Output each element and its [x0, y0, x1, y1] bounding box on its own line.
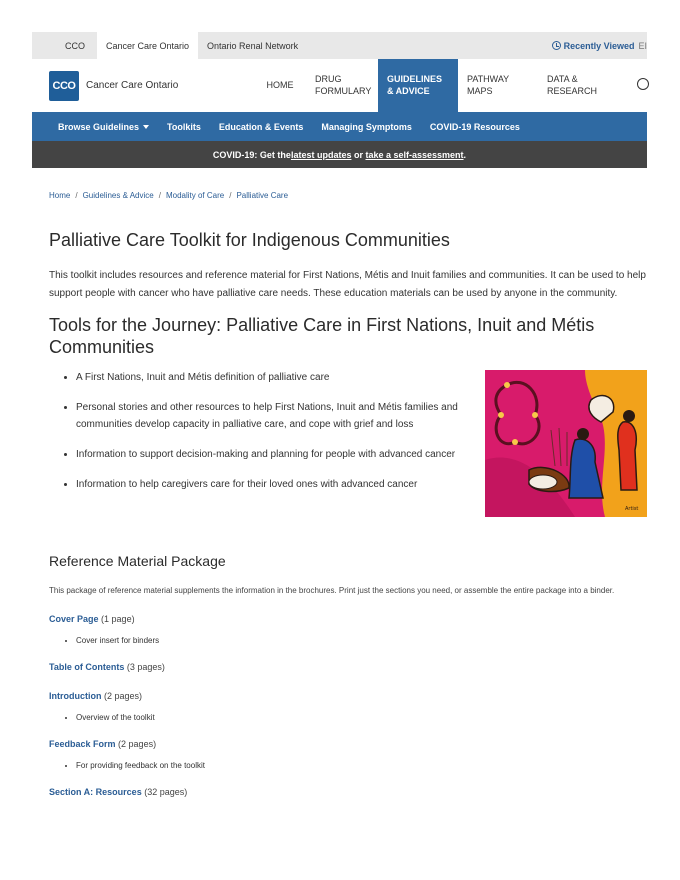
svg-text:Artist: Artist [625, 506, 639, 512]
site-logo[interactable] [32, 59, 178, 112]
table-of-contents-link[interactable]: Table of Contents [49, 662, 125, 672]
utility-link-cancer-care-ontario[interactable]: Cancer Care Ontario [97, 32, 198, 59]
covid-banner-middle: or [351, 149, 366, 160]
search-icon[interactable] [637, 78, 649, 90]
brand-name: Cancer Care Ontario [86, 80, 179, 91]
covid-self-assessment-link[interactable]: take a self-assessment [365, 149, 464, 160]
subnav-browse-guidelines-label: Browse Guidelines [58, 121, 140, 132]
page-frame [32, 32, 647, 168]
utility-link-ontario-renal-network[interactable]: Ontario Renal Network [207, 40, 299, 51]
breadcrumb-separator: / [158, 191, 161, 200]
page-count: (2 pages) [104, 691, 143, 701]
indigenous-artwork-image [485, 370, 647, 517]
package-notes [49, 712, 649, 724]
package-item [49, 785, 649, 799]
subnav-browse-guidelines[interactable] [58, 122, 149, 132]
breadcrumb-guidelines[interactable]: Guidelines & Advice [82, 191, 154, 200]
page-count: (3 pages) [126, 662, 165, 672]
page-count: (2 pages) [118, 739, 157, 749]
recently-viewed-label: Recently Viewed [563, 40, 635, 51]
cover-page-link[interactable]: Cover Page [49, 614, 99, 624]
caret-down-icon [143, 125, 149, 129]
breadcrumb-modality[interactable]: Modality of Care [165, 191, 225, 200]
list-item: • Overview of the toolkit [76, 712, 649, 724]
breadcrumb-separator: / [75, 191, 78, 200]
package-list [49, 612, 649, 799]
section-a-resources-link[interactable]: Section A: Resources [49, 787, 142, 797]
cco-logo-badge: CCO [49, 71, 79, 101]
package-item [49, 660, 649, 674]
page-count: (1 page) [101, 614, 135, 624]
nav-home[interactable]: HOME [266, 79, 294, 90]
list-item: • Information to support decision-making and planning for people with advanced cancer [76, 446, 489, 463]
feedback-form-link[interactable]: Feedback Form [49, 739, 116, 749]
nav-guidelines-advice[interactable]: GUIDELINES & ADVICE [378, 59, 458, 112]
subnav-covid-resources[interactable]: COVID-19 Resources [429, 121, 520, 132]
list-item: • A First Nations, Inuit and Métis definition of palliative care [76, 369, 489, 386]
introduction-link[interactable]: Introduction [49, 691, 102, 701]
covid-banner-prefix: COVID-19: Get the [212, 149, 291, 160]
package-notes [49, 760, 649, 772]
utility-bar [32, 32, 647, 59]
nav-pathway-maps[interactable]: PATHWAY MAPS [467, 74, 510, 96]
tools-list [49, 369, 489, 493]
page-title: Palliative Care Toolkit for Indigenous Communities [49, 230, 450, 250]
tools-section [49, 369, 649, 519]
list-item: • Cover insert for binders [76, 635, 649, 647]
breadcrumb-separator: / [229, 191, 232, 200]
clock-icon [552, 41, 561, 50]
breadcrumb-current: Palliative Care [236, 191, 289, 200]
list-item: • Personal stories and other resources to help First Nations, Inuit and Métis families and communities develop capacity in palliative care, and cope with grief and loss [76, 399, 489, 433]
breadcrumb [49, 191, 288, 200]
recently-viewed-button[interactable] [552, 32, 647, 59]
language-toggle[interactable]: EI [638, 40, 647, 51]
intro-paragraph: This toolkit includes resources and reference material for First Nations, Métis and Inuit families and communities. It can be used to help support people with cancer who have palliative care needs. These education materials can be used by anyone in the community. [49, 270, 646, 299]
package-item [49, 737, 649, 751]
section-heading-reference: Reference Material Package [49, 553, 226, 569]
nav-data-research[interactable]: DATA & RESEARCH [547, 74, 598, 96]
section-heading-tools: Tools for the Journey: Palliative Care in First Nations, Inuit and Métis Communities [49, 315, 595, 357]
list-item: • Information to help caregivers care for their loved ones with advanced cancer [76, 476, 489, 493]
breadcrumb-home[interactable]: Home [49, 191, 71, 200]
covid-banner-suffix: . [463, 149, 467, 160]
sub-nav [32, 112, 647, 141]
covid-latest-updates-link[interactable]: latest updates [290, 149, 352, 160]
spacer [49, 674, 649, 689]
nav-drug-formulary[interactable]: DRUG FORMULARY [315, 74, 372, 96]
artwork-illustration [485, 370, 647, 517]
subnav-toolkits[interactable]: Toolkits [167, 121, 201, 132]
page-count: (32 pages) [144, 787, 188, 797]
subnav-education-events[interactable]: Education & Events [218, 121, 304, 132]
package-notes [49, 635, 649, 647]
covid-banner [32, 141, 647, 168]
list-item: • For providing feedback on the toolkit [76, 760, 649, 772]
package-item [49, 689, 649, 703]
site-header [32, 59, 647, 112]
utility-link-cco[interactable]: CCO [65, 40, 85, 51]
package-item [49, 612, 649, 626]
reference-description: This package of reference material supplements the information in the brochures. Print just the sections you need, or assemble the entire package into a binder. [49, 586, 615, 595]
subnav-managing-symptoms[interactable]: Managing Symptoms [321, 121, 412, 132]
main-content [49, 230, 649, 799]
main-nav [254, 59, 618, 112]
